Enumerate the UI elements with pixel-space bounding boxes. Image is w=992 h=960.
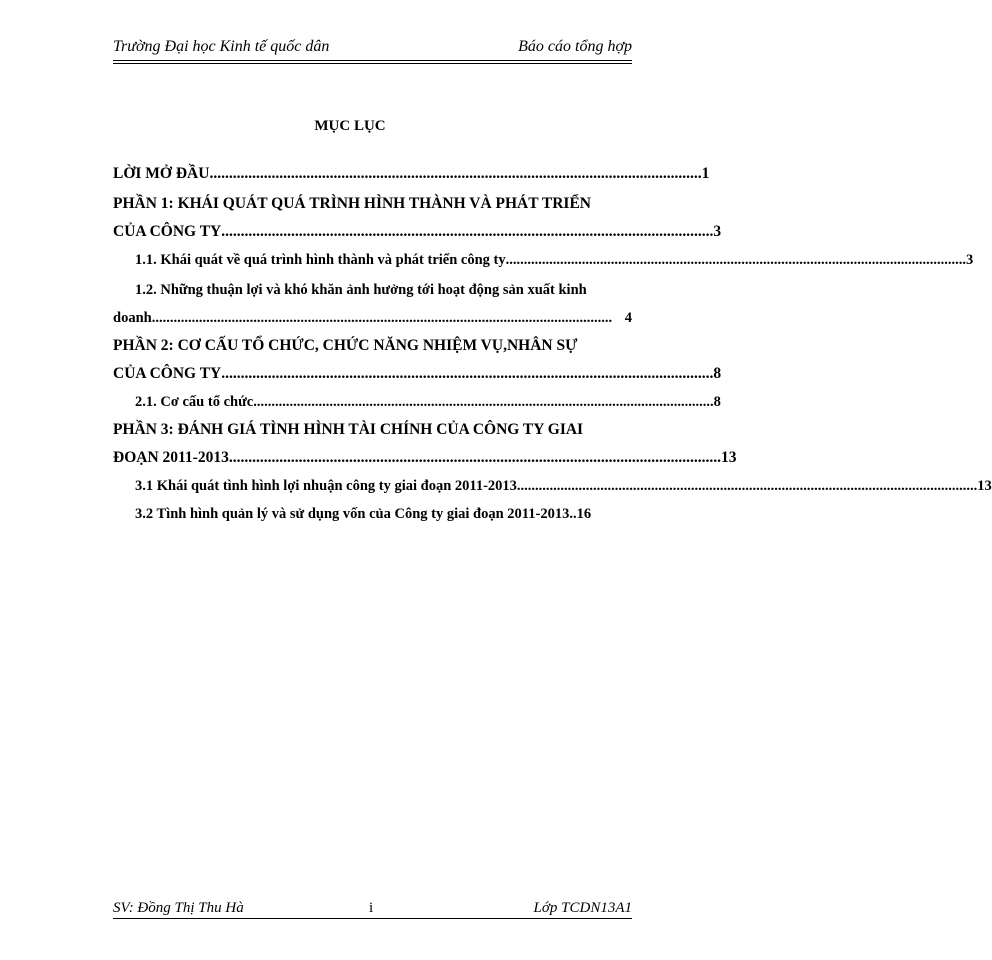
toc-entry-3-2[interactable]: 3.2 Tình hình quản lý và sử dụng vốn của Công ty giai đoạn 2011-2013.. 16 — [113, 500, 632, 528]
dot-leader: ............................................................................................................................... — [221, 223, 714, 240]
toc-page-number: 13 — [720, 449, 737, 466]
toc-page-number: 8 — [713, 365, 722, 382]
toc-entry-1-2[interactable]: doanh ............................................................................................................................... 4 — [113, 304, 632, 332]
dot-leader: ............................................................................................................................... — [221, 365, 714, 382]
toc-entry-part2[interactable]: CỦA CÔNG TY ............................................................................................................................... 8 — [113, 360, 632, 388]
footer-page-number: i — [369, 900, 374, 916]
toc-page-number: 8 — [713, 394, 721, 410]
header-school: Trường Đại học Kinh tế quốc dân — [113, 38, 330, 55]
toc-page-number: 13 — [977, 478, 992, 494]
toc-entry-part1-line1[interactable]: PHẦN 1: KHÁI QUÁT QUÁ TRÌNH HÌNH THÀNH VÀ PHÁT TRIỂN — [113, 195, 591, 212]
toc-page-number: 3 — [966, 252, 974, 268]
page-header — [113, 38, 632, 62]
footer-student: SV: Đồng Thị Thu Hà — [113, 900, 244, 916]
dot-leader: ............................................................................................................................... — [516, 478, 978, 494]
toc-entry-part2-line1[interactable]: PHẦN 2: CƠ CẤU TỔ CHỨC, CHỨC NĂNG NHIỆM VỤ,NHÂN SỰ — [113, 337, 578, 354]
toc-page-number: 16 — [576, 506, 592, 522]
dot-leader: ............................................................................................................................... — [228, 449, 721, 466]
dot-leader: ............................................................................................................................... — [209, 165, 702, 182]
toc-page-number: 3 — [713, 223, 722, 240]
header-rule — [113, 60, 632, 61]
toc-entry-3-1[interactable]: 3.1 Khái quát tình hình lợi nhuận công ty giai đoạn 2011-2013 ............................................................................................................................... 13 — [113, 472, 632, 500]
table-of-contents — [113, 160, 992, 528]
page-title: MỤC LỤC — [314, 118, 386, 134]
dot-leader: ............................................................................................................................... — [151, 310, 613, 326]
dot-leader: ............................................................................................................................... — [505, 252, 967, 268]
toc-entry-1-1[interactable]: 1.1. Khái quát về quá trình hình thành và phát triển công ty ............................................................................................................................... 3 — [113, 246, 632, 274]
toc-entry-part3[interactable]: ĐOẠN 2011-2013 ............................................................................................................................... 13 — [113, 444, 632, 472]
dot-leader: ............................................................................................................................... — [253, 394, 714, 410]
toc-entry-1-2-line1[interactable]: 1.2. Những thuận lợi và khó khăn ảnh hưởng tới hoạt động sản xuất kinh — [135, 282, 587, 298]
toc-entry-part3-line1[interactable]: PHẦN 3: ĐÁNH GIÁ TÌNH HÌNH TÀI CHÍNH CỦA CÔNG TY GIAI — [113, 421, 584, 438]
toc-entry-intro[interactable]: LỜI MỞ ĐẦU ............................................................................................................................... 1 — [113, 160, 632, 188]
footer-class: Lớp TCDN13A1 — [533, 900, 632, 916]
footer-rule — [113, 918, 632, 919]
toc-entry-part1[interactable]: CỦA CÔNG TY ............................................................................................................................... 3 — [113, 218, 632, 246]
page-footer — [113, 900, 632, 922]
toc-page-number: 1 — [701, 165, 710, 182]
header-report-type: Báo cáo tổng hợp — [518, 38, 632, 55]
header-rule-thin — [113, 63, 632, 64]
toc-entry-2-1[interactable]: 2.1. Cơ cấu tổ chức ............................................................................................................................... 8 — [113, 388, 632, 416]
toc-page-number: 4 — [624, 310, 632, 326]
